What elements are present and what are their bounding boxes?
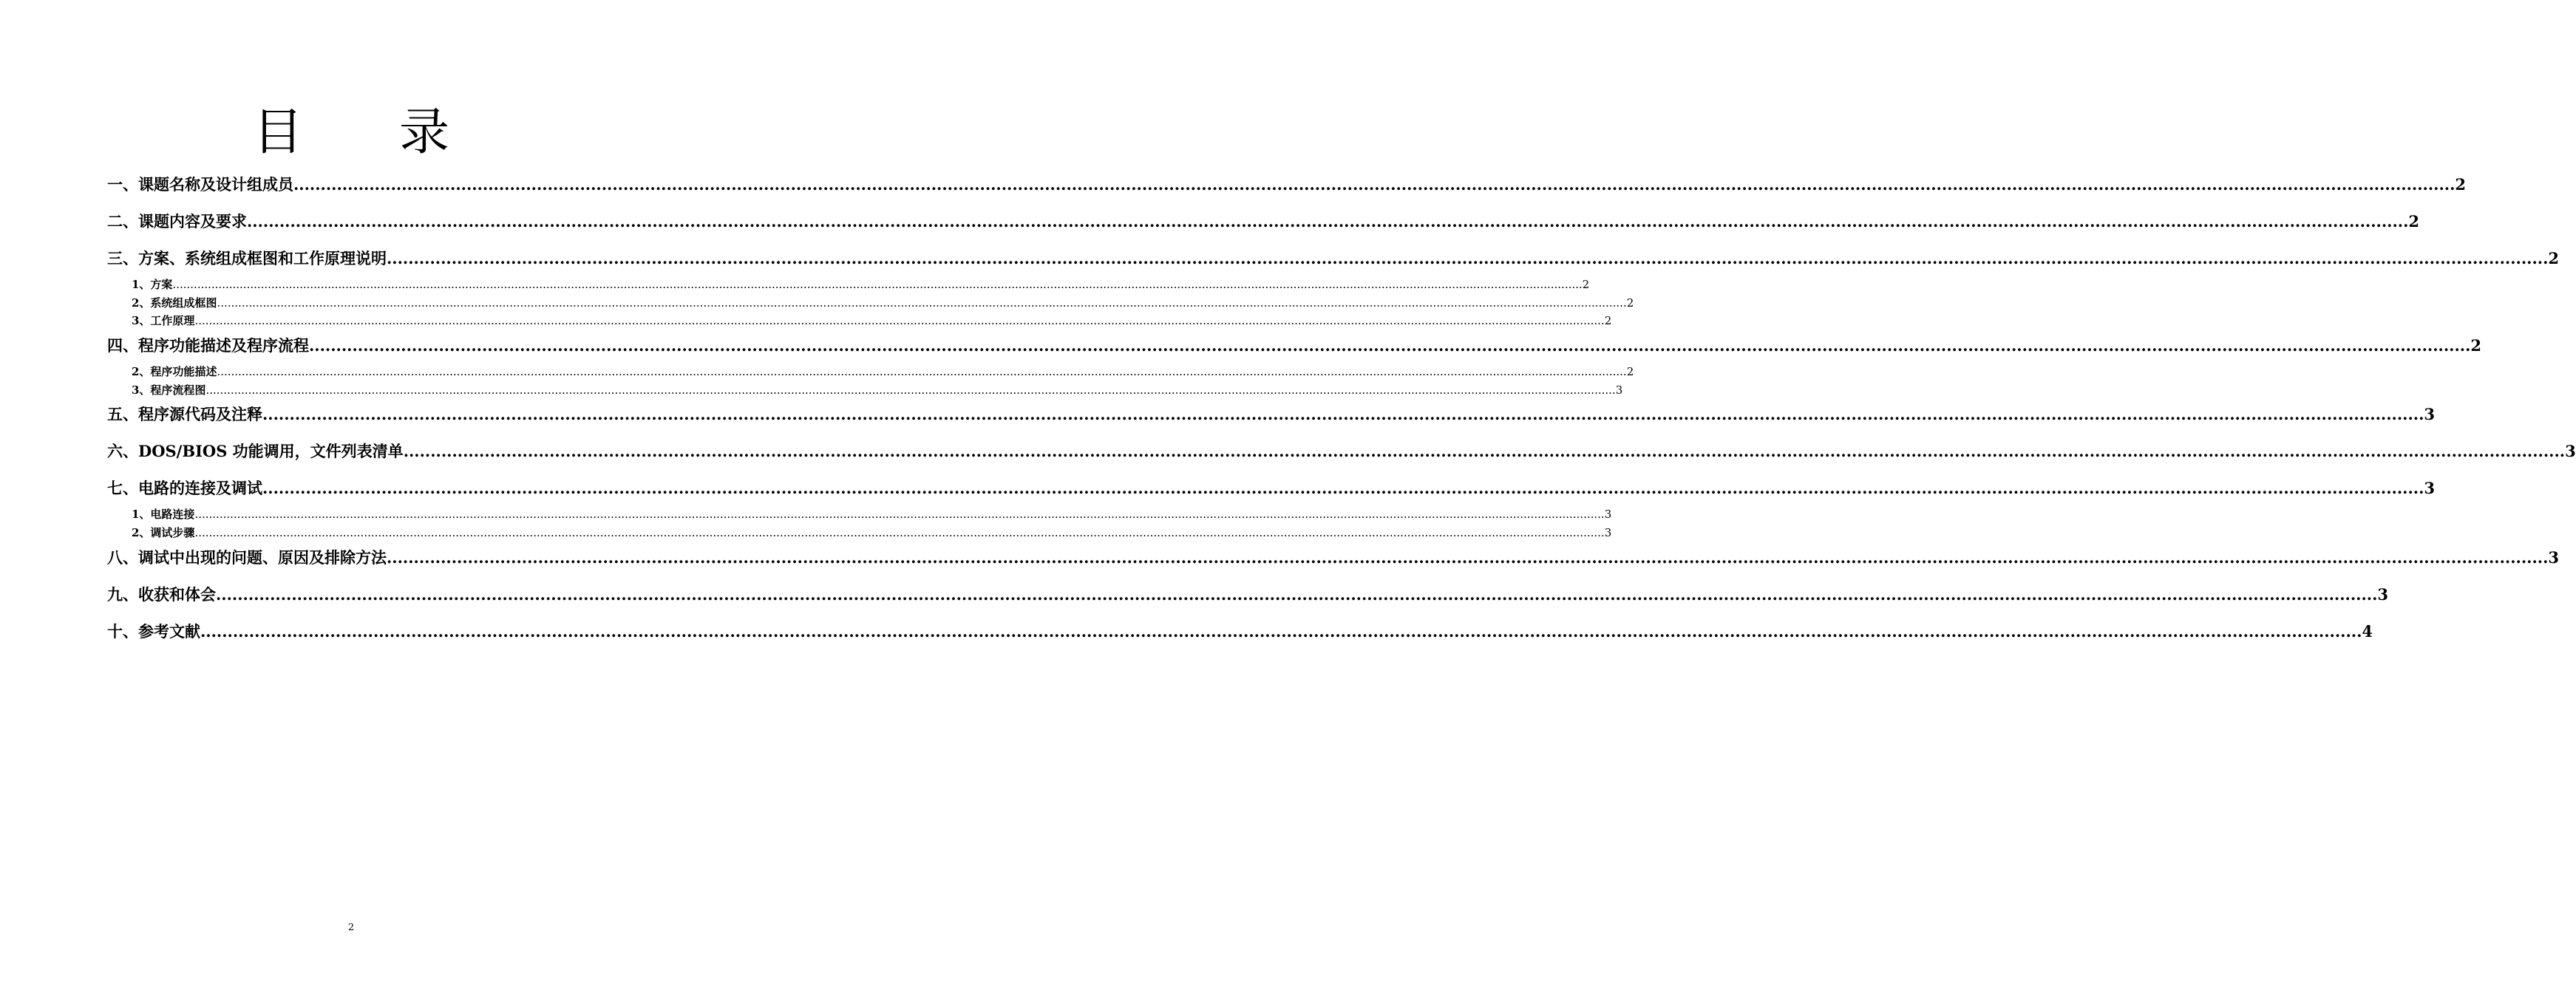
- toc-entry-page: 3: [1604, 508, 1612, 522]
- toc-leader-dots: ................................................................................................................................................................................................................................................................................................................................................................................................................: [194, 508, 1605, 522]
- toc-leader-dots: ................................................................................................................................................................................................................................................................................................................................................................................................................: [403, 442, 2566, 461]
- toc-entry-label: 七、电路的连接及调试: [107, 479, 262, 498]
- toc-entry-label: 五、程序源代码及注释: [107, 405, 262, 424]
- toc-entry-page: 2: [1626, 365, 1634, 379]
- toc-entry-page: 3: [2424, 405, 2436, 424]
- toc-entry-label: 1、方案: [132, 278, 173, 291]
- toc-entry-page: 3: [2377, 584, 2389, 604]
- toc-entry[interactable]: [107, 208, 2420, 235]
- toc-subentry[interactable]: [107, 276, 1590, 294]
- toc-entry-label: 2、程序功能描述: [132, 365, 217, 379]
- toc-entry-label: 2、系统组成框图: [132, 296, 217, 310]
- toc-entry-label: 二、课题内容及要求: [107, 212, 247, 231]
- toc-leader-dots: ................................................................................................................................................................................................................................................................................................................................................................................................................: [309, 336, 2471, 355]
- toc-subentry[interactable]: [107, 363, 1634, 381]
- toc-entry-page: 2: [1604, 314, 1612, 328]
- toc-subentry[interactable]: [107, 381, 1623, 400]
- toc-entry[interactable]: [107, 401, 2436, 428]
- toc-entry-page: 3: [2548, 547, 2560, 567]
- toc-entry-label: 十、参考文献: [107, 621, 200, 641]
- toc-leader-dots: ................................................................................................................................................................................................................................................................................................................................................................................................................: [216, 584, 2378, 604]
- toc-leader-dots: ................................................................................................................................................................................................................................................................................................................................................................................................................: [387, 249, 2549, 267]
- toc-subentry[interactable]: [107, 312, 1612, 330]
- toc-entry-page: 2: [2455, 175, 2467, 194]
- toc-leader-dots: ................................................................................................................................................................................................................................................................................................................................................................................................................: [217, 296, 1627, 310]
- toc-entry-page: 4: [2362, 621, 2373, 641]
- toc-entry[interactable]: [107, 171, 2467, 198]
- toc-entry-page: 2: [1582, 278, 1590, 291]
- toc-leader-dots: ................................................................................................................................................................................................................................................................................................................................................................................................................: [387, 547, 2549, 567]
- toc-subentry[interactable]: [107, 505, 1612, 524]
- table-of-contents: [107, 171, 2576, 645]
- toc-entry-label: 一、课题名称及设计组成员: [107, 175, 293, 194]
- toc-leader-dots: ................................................................................................................................................................................................................................................................................................................................................................................................................: [194, 526, 1605, 540]
- toc-entry-label: 四、程序功能描述及程序流程: [107, 336, 309, 355]
- toc-leader-dots: ................................................................................................................................................................................................................................................................................................................................................................................................................: [247, 212, 2409, 231]
- toc-entry-page: 2: [2408, 212, 2420, 231]
- toc-entry-page: 3: [1615, 383, 1623, 397]
- toc-entry-label: 九、收获和体会: [107, 584, 216, 604]
- title-char-2: 录: [399, 103, 450, 162]
- toc-leader-dots: ................................................................................................................................................................................................................................................................................................................................................................................................................: [217, 365, 1627, 379]
- title-char-1: 目: [252, 103, 303, 162]
- toc-entry-page: 3: [1604, 526, 1612, 540]
- toc-entry-label: 2、调试步骤: [132, 526, 195, 540]
- toc-entry[interactable]: [107, 581, 2389, 608]
- toc-entry-label: 3、工作原理: [132, 314, 195, 328]
- toc-entry-page: 2: [1626, 296, 1634, 310]
- toc-subentry[interactable]: [107, 294, 1634, 313]
- toc-entry-label: 八、调试中出现的问题、原因及排除方法: [107, 547, 387, 567]
- toc-entry-page: 3: [2565, 442, 2576, 461]
- toc-entry-label: 3、程序流程图: [132, 383, 206, 397]
- toc-entry[interactable]: [107, 618, 2373, 645]
- toc-leader-dots: ................................................................................................................................................................................................................................................................................................................................................................................................................: [262, 405, 2424, 424]
- toc-entry-page: 2: [2470, 336, 2482, 355]
- toc-entry-page: 2: [2548, 249, 2560, 267]
- toc-entry[interactable]: [107, 438, 2576, 465]
- toc-entry-label: 三、方案、系统组成框图和工作原理说明: [107, 249, 387, 267]
- page-title: [0, 103, 702, 163]
- toc-entry[interactable]: [107, 245, 2560, 272]
- toc-leader-dots: ................................................................................................................................................................................................................................................................................................................................................................................................................: [205, 383, 1616, 397]
- toc-entry[interactable]: [107, 332, 2482, 359]
- toc-subentry[interactable]: [107, 524, 1612, 542]
- toc-entry-page: 3: [2424, 479, 2436, 498]
- toc-entry[interactable]: [107, 475, 2436, 502]
- toc-leader-dots: ................................................................................................................................................................................................................................................................................................................................................................................................................: [172, 278, 1583, 291]
- toc-leader-dots: ................................................................................................................................................................................................................................................................................................................................................................................................................: [200, 621, 2362, 641]
- toc-leader-dots: ................................................................................................................................................................................................................................................................................................................................................................................................................: [194, 314, 1605, 328]
- toc-entry-label: 1、电路连接: [132, 508, 195, 522]
- toc-entry-label: 六、DOS/BIOS 功能调用，文件列表清单: [107, 442, 404, 461]
- toc-leader-dots: ................................................................................................................................................................................................................................................................................................................................................................................................................: [262, 479, 2424, 498]
- toc-entry[interactable]: [107, 545, 2560, 571]
- toc-leader-dots: ................................................................................................................................................................................................................................................................................................................................................................................................................: [293, 175, 2456, 194]
- page-number: 2: [347, 922, 355, 933]
